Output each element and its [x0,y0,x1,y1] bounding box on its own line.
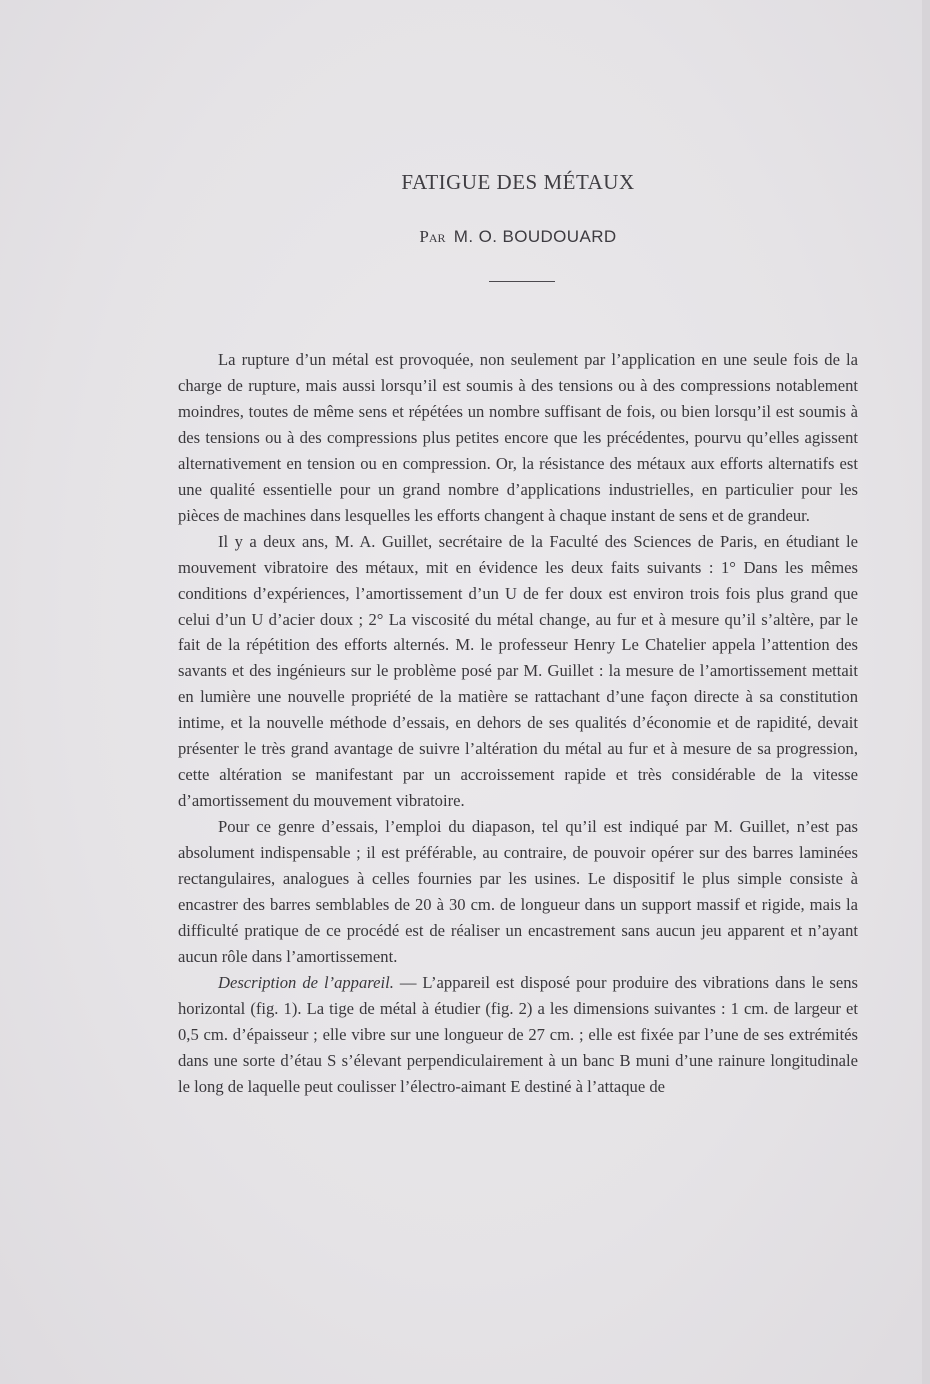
article-title: FATIGUE DES MÉTAUX [401,170,635,194]
byline-prefix: Par [419,227,446,246]
author-name: M. O. BOUDOUARD [453,227,617,246]
paragraph-1: La rupture d’un métal est provoquée, non seulement par l’application en une seule fois de la charge de rupture, mais aussi lorsqu’il est soumis à des tensions ou à des compressions notablement moindres, toutes de même sens et répétées un nombre suffisant de fois, ou bien lorsqu’il est soumis à des tensions ou à des compressions plus petites encore que les précédentes, pourvu qu’elles agissent alternativement en tension ou en compression. Or, la résistance des métaux aux efforts alternatifs est une qualité essentielle pour un grand nombre d’applications industrielles, en particulier pour les pièces de machines dans lesquelles les efforts changent à chaque instant de sens et de grandeur. [178,350,858,525]
paragraph-2: Il y a deux ans, M. A. Guillet, secrétaire de la Faculté des Sciences de Paris, en étudiant le mouvement vibratoire des métaux, mit en évidence les deux faits suivants : 1° Dans les mêmes conditions d’expériences, l’amortissement d’un U de fer doux est environ trois fois plus grand que celui d’un U d’acier doux ; 2° La viscosité du métal change, au fur et à mesure qu’il s’altère, par le fait de la répétition des efforts alternés. M. le professeur Henry Le Chatelier appela l’attention des savants et des ingénieurs sur le problème posé par M. Guillet : la mesure de l’amortissement mettait en lumière une nouvelle propriété de la matière se rattachant d’une façon directe à sa constitution intime, et la nouvelle méthode d’essais, en dehors de ses qualités d’économie et de rapidité, devait présenter le très grand avantage de suivre l’altération du métal au fur et à mesure de sa progression, cette altération se manifestant par un accroissement rapide et très considérable de la vitesse d’amortissement du mouvement vibratoire. [178,531,858,811]
article-byline [0,227,930,247]
paragraph-4-text: — L’appareil est disposé pour produire des vibrations dans le sens horizontal (fig. 1). La tige de métal à étudier (fig. 2) a les dimensions suivantes : 1 cm. de largeur et 0,5 cm. d’épaisseur ; elle vibre sur une longueur de 27 cm. ; elle est fixée par l’une de ses extrémités dans une sorte d’étau S s’élevant perpendiculairement à un banc B muni d’une rainure longitudinale le long de laquelle peut coulisser l’électro-aimant E destiné à l’attaque de [178,972,858,1096]
section-lead: Description de l’appareil. [218,972,394,992]
article-body [178,347,858,1100]
paragraph-4 [178,970,858,1100]
page-edge-shadow [922,0,930,1384]
title-divider [489,281,555,282]
paragraph-3: Pour ce genre d’essais, l’emploi du diapason, tel qu’il est indiqué par M. Guillet, n’est pas absolument indispensable ; il est préférable, au contraire, de pouvoir opérer sur des barres laminées rectangulaires, analogues à celles fournies par les usines. Le dispositif le plus simple consiste à encastrer des barres semblables de 20 à 30 cm. de longueur dans un support massif et rigide, mais la difficulté pratique de ce procédé est de réaliser un encastrement sans aucun jeu apparent et n’ayant aucun rôle dans l’amortissement. [178,817,858,966]
